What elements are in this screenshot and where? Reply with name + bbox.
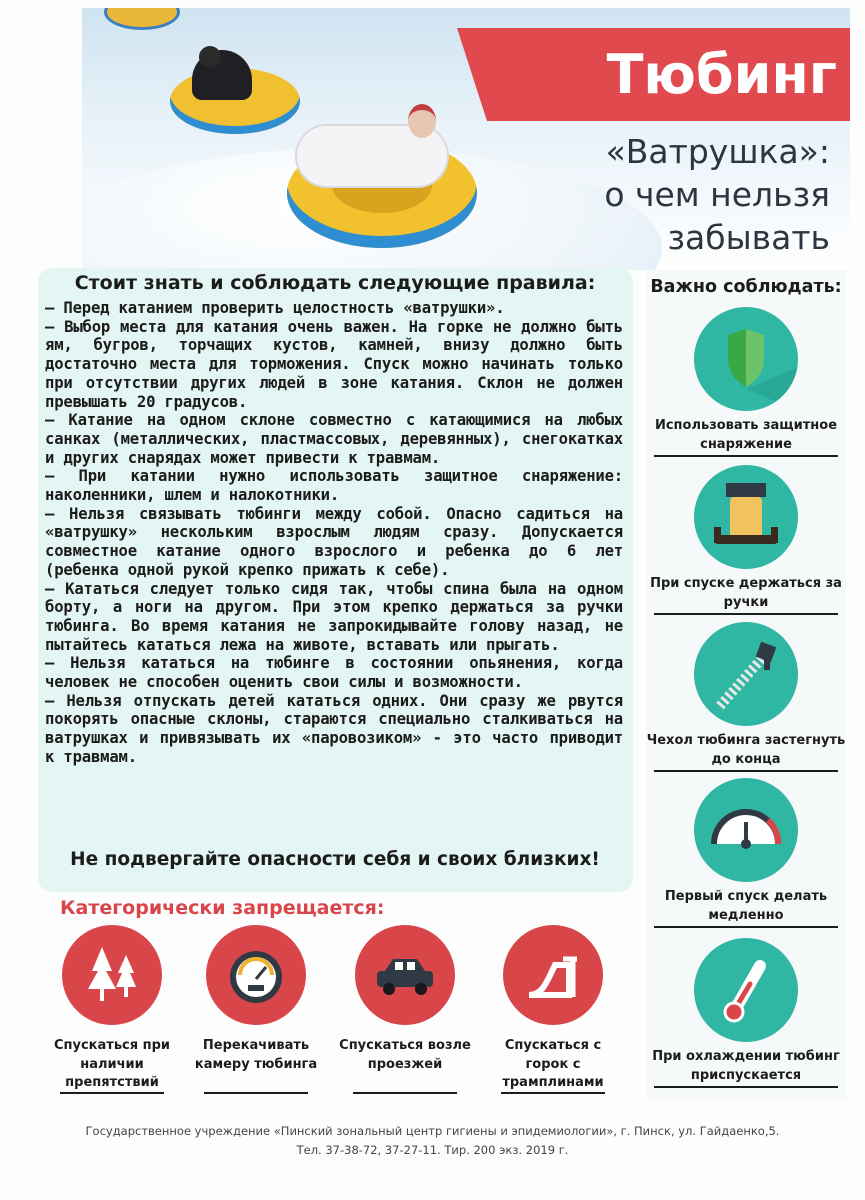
divider (60, 1092, 164, 1094)
rule-item: — Выбор места для катания очень важен. На горке не должно быть ям, бугров, торчащих кустов, камней, внизу должно быть достаточно места для торможения. Спуск можно начинать только при отсутствии других людей в зоне катания. Склон не должен превышать 20 градусов. (45, 317, 623, 411)
thermometer-icon (694, 938, 798, 1042)
forbidden-item-label: Спускаться возле проезжей (339, 1038, 471, 1072)
tube-top (104, 8, 180, 30)
zipper-icon (694, 622, 798, 726)
rules-heading: Стоит знать и соблюдать следующие правила: (74, 272, 596, 294)
divider (501, 1092, 605, 1094)
hero-photo (82, 8, 850, 270)
subtitle-line-2: о чем нельзя (604, 175, 830, 214)
pressure-gauge-icon (206, 925, 306, 1025)
important-item-label: Чехол тюбинга застегнуть до конца (646, 733, 846, 767)
important-item-label: Использовать защитное снаряжение (654, 418, 838, 452)
forbidden-item-label: Спускаться с горок с трамплинами (502, 1038, 604, 1090)
rider-2-head (408, 104, 436, 138)
ramp-icon (503, 925, 603, 1025)
rule-item: — Нельзя связывать тюбинги между собой. Опасно садиться на «ватрушку» нескольким взрослым людям сразу. Допускается совместное катание одного взрослого и ребенка до 6 лет (ребенка одной рукой крепко прижать к себе). (45, 504, 623, 579)
rule-item: — Перед катанием проверить целостность «ватрушки». (45, 299, 505, 317)
rider-1-head (199, 46, 221, 68)
important-item (646, 778, 846, 934)
forbidden-item (186, 925, 326, 1095)
hand-grip-icon (694, 465, 798, 569)
forbidden-item-label: Перекачивать камеру тюбинга (194, 1038, 318, 1072)
divider (654, 770, 838, 772)
important-item-label: При спуске держаться за ручки (650, 576, 842, 610)
subtitle-line-1: «Ватрушка»: (605, 132, 830, 171)
rules-list (45, 299, 623, 767)
trees-icon (62, 925, 162, 1025)
important-heading: Важно соблюдать: (650, 277, 842, 297)
important-item-label: При охлаждении тюбинг приспускается (652, 1049, 840, 1083)
important-item (646, 622, 846, 778)
page-subtitle (604, 130, 830, 259)
rule-item: — При катании нужно использовать защитное снаряжение: наколенники, шлем и налокотники. (45, 467, 623, 505)
rule-item: — Нельзя отпускать детей кататься одних. Они сразу же рвутся покорять опасные склоны, стараются специально сталкиваться на ватрушках и привязывать их «паровозиком» - это часто приводит к травмам. (45, 691, 623, 766)
forbidden-heading: Категорически запрещается: (60, 897, 385, 919)
divider (654, 926, 838, 928)
shield-icon (694, 307, 798, 411)
forbidden-item (42, 925, 182, 1095)
title-banner (487, 28, 850, 121)
important-item-label: Первый спуск делать медленно (664, 889, 828, 923)
car-icon (355, 925, 455, 1025)
divider (353, 1092, 457, 1094)
forbidden-item (483, 925, 623, 1095)
forbidden-item-label: Спускаться при наличии препятствий (53, 1038, 171, 1090)
important-item (646, 307, 846, 463)
divider (204, 1092, 308, 1094)
divider (654, 1086, 838, 1088)
footer-organization: Государственное учреждение «Пинский зональный центр гигиены и эпидемиологии», г. Пинск, ул. Гайдаенко,5. (85, 1124, 780, 1138)
important-item (646, 938, 846, 1094)
subtitle-line-3: забывать (667, 218, 830, 257)
important-item (646, 465, 846, 621)
page-title: Тюбинг (606, 43, 837, 106)
forbidden-item (335, 925, 475, 1095)
rules-closing: Не подвергайте опасности себя и своих близких! (70, 849, 600, 870)
speedometer-icon (694, 778, 798, 882)
divider (654, 455, 838, 457)
rule-item: — Катание на одном склоне совместно с катающимися на любых санках (металлических, пластмассовых, деревянных), снегокатках и других снарядах может привести к травмам. (45, 411, 623, 467)
rule-item: — Кататься следует только сидя так, чтобы спина была на одном борту, а ноги на другом. При этом крепко держаться за ручки тюбинга. Во время катания не запрокидывайте голову назад, не пытайтесь кататься лежа на животе, вставать или прыгать. (45, 579, 623, 654)
rule-item: — Нельзя кататься на тюбинге в состоянии опьянения, когда человек не способен оценить свои силы и возможности. (45, 654, 623, 692)
divider (654, 613, 838, 615)
footer-contacts: Тел. 37-38-72, 37-27-11. Тир. 200 экз. 2019 г. (296, 1143, 569, 1157)
